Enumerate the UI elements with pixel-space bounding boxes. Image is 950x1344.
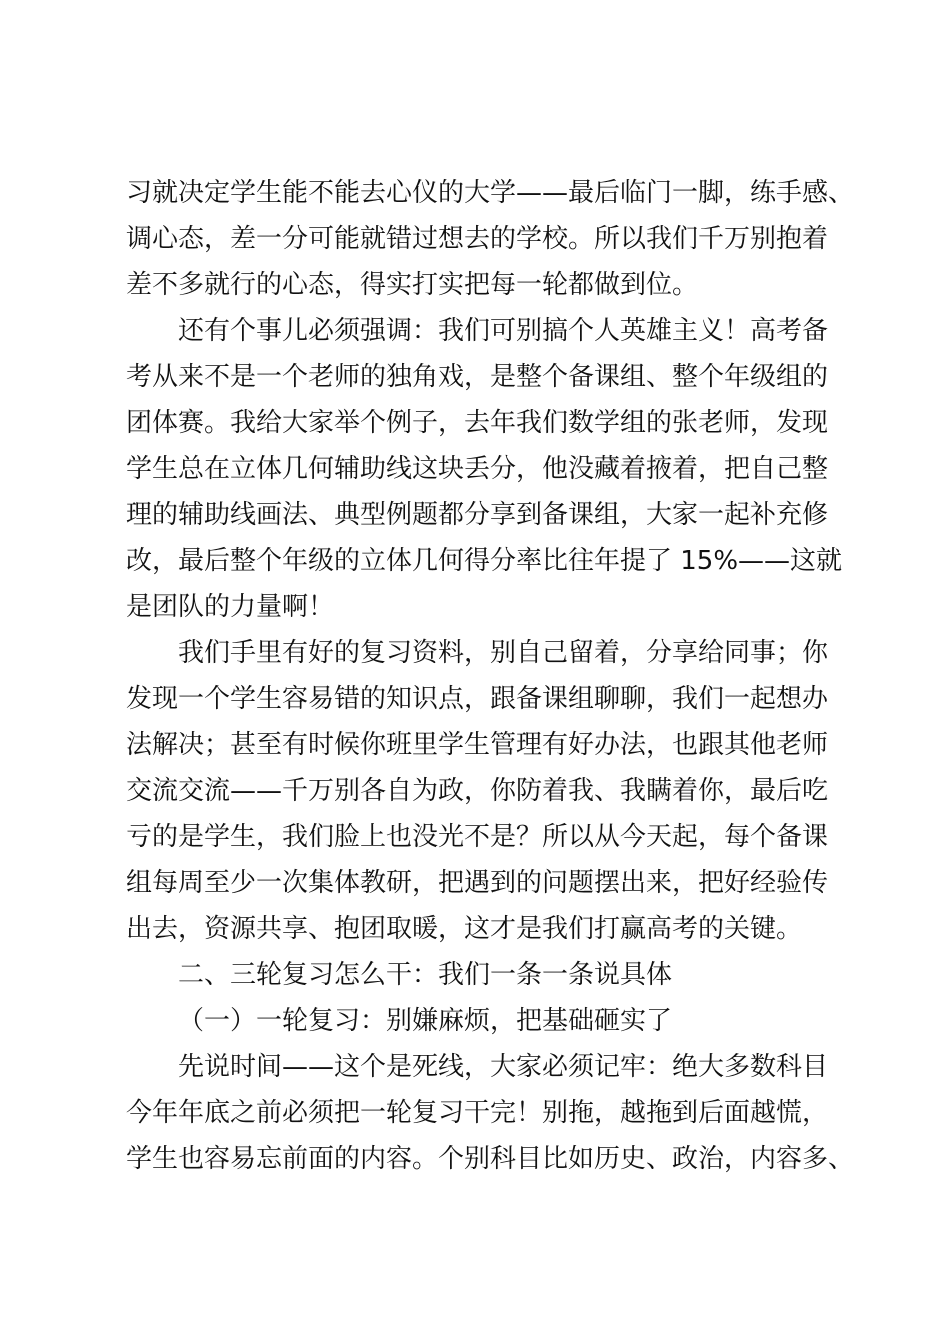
text-line: 团体赛。我给大家举个例子，去年我们数学组的张老师，发现 [126, 408, 829, 438]
paragraph [126, 630, 846, 952]
text-line: 出去，资源共享、抱团取暖，这才是我们打赢高考的关键。 [126, 914, 803, 944]
text-line: 先说时间——这个是死线，大家必须记牢：绝大多数科目 [178, 1052, 829, 1082]
text-line: 是团队的力量啊！ [126, 592, 335, 622]
section-heading [126, 952, 846, 998]
text-line: 亏的是学生，我们脸上也没光不是？所以从今天起，每个备课 [126, 822, 829, 852]
heading-line: 二、三轮复习怎么干：我们一条一条说具体 [178, 960, 673, 990]
heading-line: （一）一轮复习：别嫌麻烦，把基础砸实了 [178, 1006, 673, 1036]
text-line: 调心态，差一分可能就错过想去的学校。所以我们千万别抱着 [126, 224, 829, 254]
text-line: 习就决定学生能不能去心仪的大学——最后临门一脚，练手感、 [126, 178, 855, 208]
text-line: 组每周至少一次集体教研，把遇到的问题摆出来，把好经验传 [126, 868, 829, 898]
text-line: 我们手里有好的复习资料，别自己留着，分享给同事；你 [178, 638, 829, 668]
text-line: 学生也容易忘前面的内容。个别科目比如历史、政治，内容多、 [126, 1144, 855, 1174]
text-line: 今年年底之前必须把一轮复习干完！别拖，越拖到后面越慌， [126, 1098, 829, 1128]
text-line: 交流交流——千万别各自为政，你防着我、我瞒着你，最后吃 [126, 776, 829, 806]
paragraph [126, 1044, 855, 1182]
text-line: 学生总在立体几何辅助线这块丢分，他没藏着掖着，把自己整 [126, 454, 829, 484]
text-line: 发现一个学生容易错的知识点，跟备课组聊聊，我们一起想办 [126, 684, 829, 714]
text-line: 差不多就行的心态，得实打实把每一轮都做到位。 [126, 270, 699, 300]
text-line: 还有个事儿必须强调：我们可别搞个人英雄主义！高考备 [178, 316, 829, 346]
subsection-heading [126, 998, 846, 1044]
text-line: 理的辅助线画法、典型例题都分享到备课组，大家一起补充修 [126, 500, 829, 530]
text-line: 法解决；甚至有时候你班里学生管理有好办法，也跟其他老师 [126, 730, 829, 760]
text-line: 考从来不是一个老师的独角戏，是整个备课组、整个年级组的 [126, 362, 829, 392]
paragraph [126, 308, 846, 630]
text-line: 改，最后整个年级的立体几何得分率比往年提了 15%——这就 [126, 546, 843, 576]
document-body [126, 170, 855, 1182]
paragraph [126, 170, 855, 308]
